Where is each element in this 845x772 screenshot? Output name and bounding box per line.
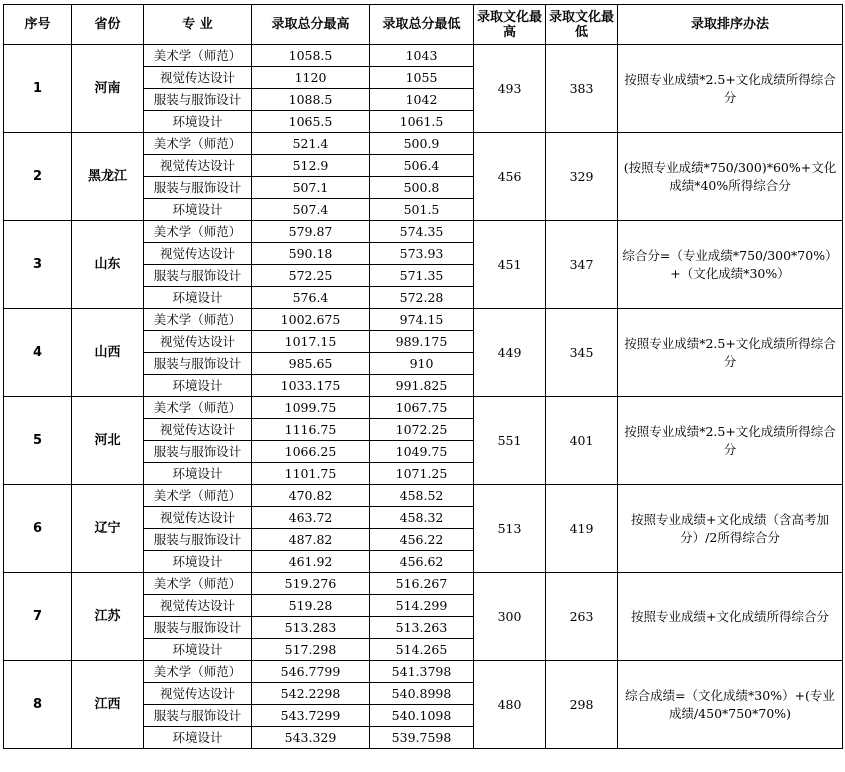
major-cell: 视觉传达设计	[144, 507, 252, 529]
total-min-cell: 506.4	[370, 155, 474, 177]
total-max-cell: 572.25	[252, 265, 370, 287]
total-min-cell: 456.22	[370, 529, 474, 551]
total-max-cell: 1065.5	[252, 111, 370, 133]
header-total-min: 录取总分最低	[370, 5, 474, 45]
major-cell: 服装与服饰设计	[144, 177, 252, 199]
table-row	[4, 133, 843, 155]
major-cell: 环境设计	[144, 463, 252, 485]
total-max-cell: 1017.15	[252, 331, 370, 353]
major-cell: 美术学（师范）	[144, 309, 252, 331]
seq-cell: 4	[4, 309, 72, 397]
total-min-cell: 991.825	[370, 375, 474, 397]
province-cell: 江西	[72, 661, 144, 749]
culture-min-cell: 383	[546, 45, 618, 133]
total-min-cell: 501.5	[370, 199, 474, 221]
total-max-cell: 543.7299	[252, 705, 370, 727]
total-max-cell: 546.7799	[252, 661, 370, 683]
total-min-cell: 458.32	[370, 507, 474, 529]
major-cell: 服装与服饰设计	[144, 441, 252, 463]
culture-min-cell: 263	[546, 573, 618, 661]
culture-min-cell: 401	[546, 397, 618, 485]
major-cell: 视觉传达设计	[144, 331, 252, 353]
major-cell: 视觉传达设计	[144, 419, 252, 441]
major-cell: 服装与服饰设计	[144, 89, 252, 111]
header-province: 省份	[72, 5, 144, 45]
major-cell: 环境设计	[144, 199, 252, 221]
method-cell: 按照专业成绩+文化成绩所得综合分	[618, 573, 843, 661]
seq-cell: 8	[4, 661, 72, 749]
table-row	[4, 309, 843, 331]
method-cell: 按照专业成绩*2.5+文化成绩所得综合分	[618, 397, 843, 485]
total-min-cell: 974.15	[370, 309, 474, 331]
major-cell: 美术学（师范）	[144, 221, 252, 243]
total-min-cell: 513.263	[370, 617, 474, 639]
total-max-cell: 512.9	[252, 155, 370, 177]
province-cell: 山西	[72, 309, 144, 397]
total-max-cell: 1101.75	[252, 463, 370, 485]
major-cell: 环境设计	[144, 727, 252, 749]
header-total-max: 录取总分最高	[252, 5, 370, 45]
total-min-cell: 500.8	[370, 177, 474, 199]
total-min-cell: 910	[370, 353, 474, 375]
total-max-cell: 542.2298	[252, 683, 370, 705]
method-cell: 按照专业成绩+文化成绩（含高考加分）/2所得综合分	[618, 485, 843, 573]
seq-cell: 7	[4, 573, 72, 661]
province-cell: 江苏	[72, 573, 144, 661]
method-cell: 按照专业成绩*2.5+文化成绩所得综合分	[618, 45, 843, 133]
major-cell: 服装与服饰设计	[144, 529, 252, 551]
total-min-cell: 573.93	[370, 243, 474, 265]
admission-scores-table	[3, 4, 843, 749]
major-cell: 美术学（师范）	[144, 573, 252, 595]
header-row	[4, 5, 843, 45]
culture-max-cell: 449	[474, 309, 546, 397]
province-cell: 辽宁	[72, 485, 144, 573]
total-max-cell: 1058.5	[252, 45, 370, 67]
total-min-cell: 572.28	[370, 287, 474, 309]
total-max-cell: 985.65	[252, 353, 370, 375]
major-cell: 服装与服饰设计	[144, 705, 252, 727]
table-row	[4, 661, 843, 683]
table-row	[4, 221, 843, 243]
total-max-cell: 1002.675	[252, 309, 370, 331]
province-cell: 山东	[72, 221, 144, 309]
major-cell: 服装与服饰设计	[144, 265, 252, 287]
total-min-cell: 540.1098	[370, 705, 474, 727]
total-max-cell: 1120	[252, 67, 370, 89]
major-cell: 环境设计	[144, 111, 252, 133]
method-cell: 按照专业成绩*2.5+文化成绩所得综合分	[618, 309, 843, 397]
culture-max-cell: 456	[474, 133, 546, 221]
seq-cell: 2	[4, 133, 72, 221]
total-min-cell: 1042	[370, 89, 474, 111]
province-cell: 河北	[72, 397, 144, 485]
total-min-cell: 1072.25	[370, 419, 474, 441]
culture-max-cell: 513	[474, 485, 546, 573]
total-max-cell: 487.82	[252, 529, 370, 551]
culture-max-cell: 551	[474, 397, 546, 485]
total-min-cell: 456.62	[370, 551, 474, 573]
total-max-cell: 576.4	[252, 287, 370, 309]
province-cell: 黑龙江	[72, 133, 144, 221]
major-cell: 美术学（师范）	[144, 45, 252, 67]
total-min-cell: 514.299	[370, 595, 474, 617]
total-max-cell: 470.82	[252, 485, 370, 507]
total-min-cell: 539.7598	[370, 727, 474, 749]
major-cell: 环境设计	[144, 287, 252, 309]
total-min-cell: 1055	[370, 67, 474, 89]
seq-cell: 6	[4, 485, 72, 573]
total-min-cell: 574.35	[370, 221, 474, 243]
major-cell: 视觉传达设计	[144, 243, 252, 265]
total-min-cell: 571.35	[370, 265, 474, 287]
major-cell: 视觉传达设计	[144, 67, 252, 89]
culture-min-cell: 419	[546, 485, 618, 573]
method-cell: 综合成绩=（文化成绩*30%）+(专业成绩/450*750*70%)	[618, 661, 843, 749]
major-cell: 服装与服饰设计	[144, 617, 252, 639]
method-cell: (按照专业成绩*750/300)*60%+文化成绩*40%所得综合分	[618, 133, 843, 221]
province-cell: 河南	[72, 45, 144, 133]
total-max-cell: 519.276	[252, 573, 370, 595]
total-max-cell: 579.87	[252, 221, 370, 243]
total-min-cell: 989.175	[370, 331, 474, 353]
table-body	[4, 45, 843, 749]
total-max-cell: 1033.175	[252, 375, 370, 397]
total-max-cell: 1099.75	[252, 397, 370, 419]
total-min-cell: 458.52	[370, 485, 474, 507]
total-max-cell: 543.329	[252, 727, 370, 749]
seq-cell: 1	[4, 45, 72, 133]
total-min-cell: 540.8998	[370, 683, 474, 705]
culture-min-cell: 298	[546, 661, 618, 749]
total-min-cell: 1061.5	[370, 111, 474, 133]
major-cell: 视觉传达设计	[144, 155, 252, 177]
culture-min-cell: 329	[546, 133, 618, 221]
total-max-cell: 590.18	[252, 243, 370, 265]
header-major: 专 业	[144, 5, 252, 45]
major-cell: 美术学（师范）	[144, 133, 252, 155]
header-seq: 序号	[4, 5, 72, 45]
total-min-cell: 516.267	[370, 573, 474, 595]
table-row	[4, 485, 843, 507]
total-min-cell: 500.9	[370, 133, 474, 155]
total-max-cell: 521.4	[252, 133, 370, 155]
culture-min-cell: 345	[546, 309, 618, 397]
total-min-cell: 514.265	[370, 639, 474, 661]
header-method: 录取排序办法	[618, 5, 843, 45]
total-max-cell: 507.4	[252, 199, 370, 221]
total-min-cell: 1067.75	[370, 397, 474, 419]
major-cell: 视觉传达设计	[144, 595, 252, 617]
total-max-cell: 513.283	[252, 617, 370, 639]
total-max-cell: 461.92	[252, 551, 370, 573]
major-cell: 服装与服饰设计	[144, 353, 252, 375]
seq-cell: 3	[4, 221, 72, 309]
header-culture-max: 录取文化最高	[474, 5, 546, 45]
total-max-cell: 1066.25	[252, 441, 370, 463]
major-cell: 美术学（师范）	[144, 397, 252, 419]
major-cell: 美术学（师范）	[144, 661, 252, 683]
culture-max-cell: 493	[474, 45, 546, 133]
major-cell: 美术学（师范）	[144, 485, 252, 507]
culture-max-cell: 451	[474, 221, 546, 309]
method-cell: 综合分=（专业成绩*750/300*70%）+（文化成绩*30%）	[618, 221, 843, 309]
culture-max-cell: 480	[474, 661, 546, 749]
table-row	[4, 45, 843, 67]
table-row	[4, 397, 843, 419]
major-cell: 视觉传达设计	[144, 683, 252, 705]
total-max-cell: 1088.5	[252, 89, 370, 111]
header-culture-min: 录取文化最低	[546, 5, 618, 45]
table-row	[4, 573, 843, 595]
culture-max-cell: 300	[474, 573, 546, 661]
total-min-cell: 541.3798	[370, 661, 474, 683]
total-max-cell: 1116.75	[252, 419, 370, 441]
seq-cell: 5	[4, 397, 72, 485]
total-min-cell: 1071.25	[370, 463, 474, 485]
total-max-cell: 519.28	[252, 595, 370, 617]
major-cell: 环境设计	[144, 639, 252, 661]
major-cell: 环境设计	[144, 551, 252, 573]
total-max-cell: 463.72	[252, 507, 370, 529]
major-cell: 环境设计	[144, 375, 252, 397]
total-max-cell: 507.1	[252, 177, 370, 199]
total-min-cell: 1049.75	[370, 441, 474, 463]
total-min-cell: 1043	[370, 45, 474, 67]
total-max-cell: 517.298	[252, 639, 370, 661]
culture-min-cell: 347	[546, 221, 618, 309]
